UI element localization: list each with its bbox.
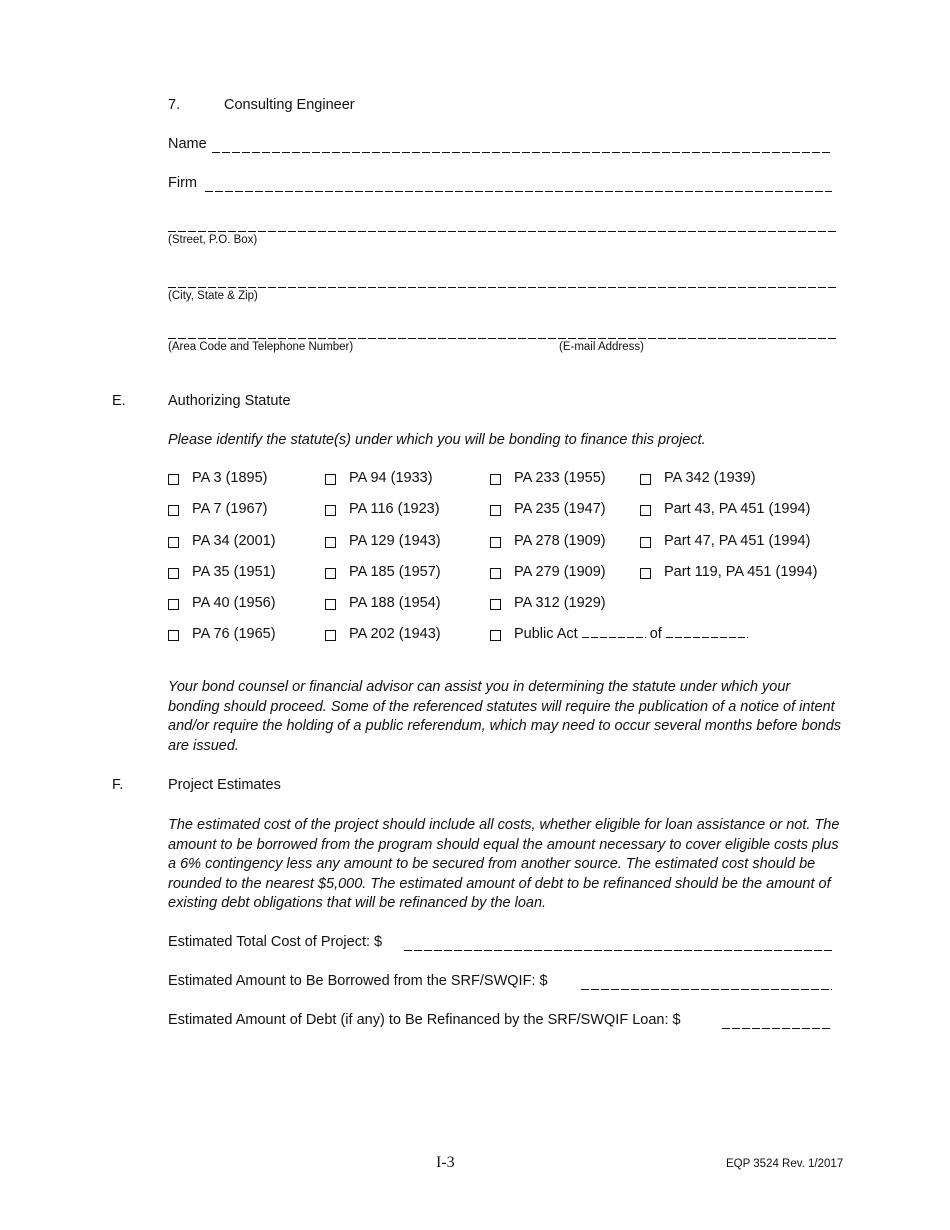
statute-label: PA 235 (1947)	[514, 501, 606, 517]
statute-label: PA 278 (1909)	[514, 533, 606, 549]
section-e-letter: E.	[112, 393, 126, 409]
checkbox-icon[interactable]	[168, 474, 179, 485]
firm-field[interactable]	[205, 178, 832, 192]
statute-label: PA 116 (1923)	[349, 501, 440, 517]
statute-label: PA 188 (1954)	[349, 595, 441, 611]
statute-label: PA 312 (1929)	[514, 595, 606, 611]
statute-label: PA 94 (1933)	[349, 470, 433, 486]
section-f-note: The estimated cost of the project should include all costs, whether eligible for loan assistance or not. The amount to be borrowed from the program should equal the amount necessary to cover eligible costs plus a 6% contingency less any amount to be secured from another source. The estimated cost should be rounded to the nearest $5,000. The estimated amount of debt to be refinanced should be the amount of existing debt obligations that will be refinanced by the loan.	[168, 817, 840, 911]
name-field[interactable]	[212, 139, 832, 153]
section-e-note: Your bond counsel or financial advisor can assist you in determining the statute under which your bonding should proceed. Some of the referenced statutes will require the publication of a notice of intent and/or require the holding of a public referendum, which may need to occur several months before bonds are issued.	[168, 679, 842, 754]
statute-label: PA 129 (1943)	[349, 533, 441, 549]
checkbox-icon[interactable]	[325, 599, 336, 610]
public-act-of-label: of	[649, 626, 662, 642]
section-7-title: Consulting Engineer	[224, 97, 355, 113]
checkbox-icon[interactable]	[640, 537, 651, 548]
section-f-letter: F.	[112, 777, 124, 793]
statute-option[interactable]	[640, 533, 840, 551]
total-cost-label: Estimated Total Cost of Project: $	[168, 934, 383, 950]
checkbox-icon[interactable]	[168, 599, 179, 610]
statute-label: PA 35 (1951)	[192, 564, 276, 580]
checkbox-icon[interactable]	[168, 568, 179, 579]
page-number: I-3	[436, 1154, 455, 1171]
statute-label: PA 233 (1955)	[514, 470, 606, 486]
city-caption: (City, State & Zip)	[168, 290, 258, 302]
statute-label: PA 3 (1895)	[192, 470, 268, 486]
statute-label: Part 119, PA 451 (1994)	[664, 564, 818, 580]
phone-email-field[interactable]	[168, 327, 838, 339]
statute-label: PA 40 (1956)	[192, 595, 276, 611]
section-7-number: 7.	[168, 97, 181, 113]
checkbox-icon[interactable]	[490, 599, 501, 610]
checkbox-icon[interactable]	[168, 630, 179, 641]
statute-option[interactable]	[640, 470, 840, 488]
checkbox-icon[interactable]	[490, 630, 501, 641]
phone-caption: (Area Code and Telephone Number)	[168, 341, 354, 353]
checkbox-icon[interactable]	[640, 474, 651, 485]
checkbox-icon[interactable]	[640, 568, 651, 579]
checkbox-icon[interactable]	[325, 630, 336, 641]
name-label: Name	[168, 136, 207, 152]
statute-option[interactable]	[490, 595, 690, 613]
checkbox-icon[interactable]	[490, 568, 501, 579]
statute-label: PA 279 (1909)	[514, 564, 606, 580]
statute-label: PA 76 (1965)	[192, 626, 276, 642]
refinanced-field[interactable]	[722, 1015, 832, 1029]
firm-label: Firm	[168, 175, 197, 191]
statute-option[interactable]	[640, 564, 840, 582]
statute-label: Part 43, PA 451 (1994)	[664, 501, 811, 517]
public-act-label: Public Act	[514, 626, 578, 642]
statute-label: Part 47, PA 451 (1994)	[664, 533, 811, 549]
statute-label: PA 34 (2001)	[192, 533, 276, 549]
borrowed-label: Estimated Amount to Be Borrowed from the SRF/SWQIF: $	[168, 973, 548, 989]
section-e-instruction: Please identify the statute(s) under which you will be bonding to finance this project.	[168, 432, 706, 448]
checkbox-icon[interactable]	[325, 505, 336, 516]
statute-label: PA 202 (1943)	[349, 626, 441, 642]
section-f-title: Project Estimates	[168, 777, 281, 793]
city-field[interactable]	[168, 276, 838, 288]
public-act-year-field[interactable]	[666, 626, 748, 638]
street-field[interactable]	[168, 220, 838, 232]
statute-label: PA 185 (1957)	[349, 564, 441, 580]
checkbox-icon[interactable]	[325, 568, 336, 579]
checkbox-icon[interactable]	[490, 474, 501, 485]
statute-label: PA 342 (1939)	[664, 470, 756, 486]
total-cost-field[interactable]	[404, 937, 832, 951]
checkbox-icon[interactable]	[168, 505, 179, 516]
section-e-title: Authorizing Statute	[168, 393, 291, 409]
borrowed-field[interactable]	[581, 976, 832, 990]
street-caption: (Street, P.O. Box)	[168, 234, 258, 246]
public-act-number-field[interactable]	[582, 626, 646, 638]
statute-option-public-act[interactable]	[490, 626, 770, 644]
refinanced-label: Estimated Amount of Debt (if any) to Be Refinanced by the SRF/SWQIF Loan: $	[168, 1012, 681, 1028]
checkbox-icon[interactable]	[168, 537, 179, 548]
checkbox-icon[interactable]	[490, 537, 501, 548]
checkbox-icon[interactable]	[325, 537, 336, 548]
checkbox-icon[interactable]	[490, 505, 501, 516]
form-id: EQP 3524 Rev. 1/2017	[726, 1158, 844, 1170]
checkbox-icon[interactable]	[640, 505, 651, 516]
statute-option[interactable]	[640, 501, 840, 519]
checkbox-icon[interactable]	[325, 474, 336, 485]
email-caption: (E-mail Address)	[559, 341, 644, 353]
statute-label: PA 7 (1967)	[192, 501, 268, 517]
